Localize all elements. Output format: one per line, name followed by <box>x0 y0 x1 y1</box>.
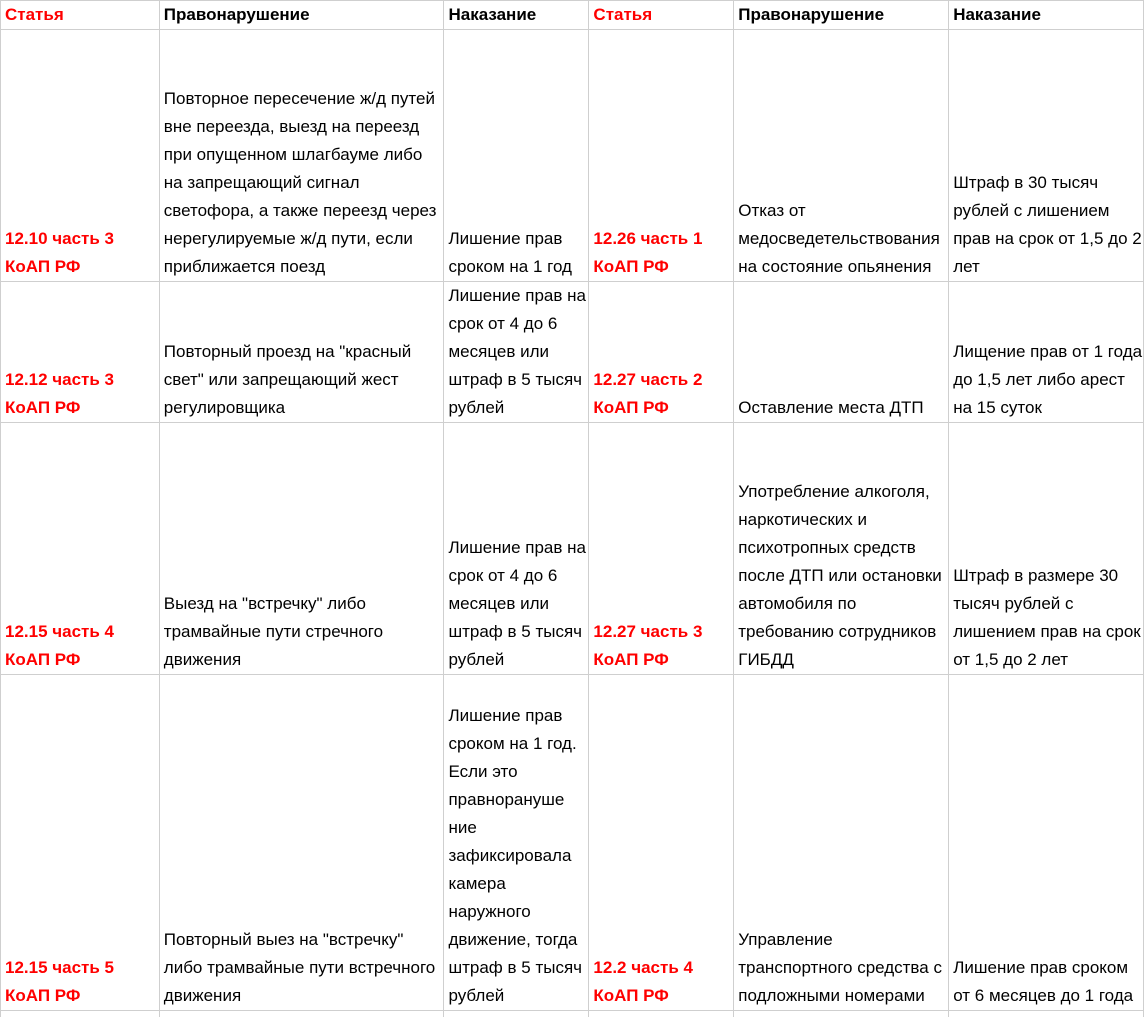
table-row <box>1 675 1144 1011</box>
article-cell: 12.15 часть 5 КоАП РФ <box>1 675 160 1011</box>
article-cell: 12.26 часть 1 КоАП РФ <box>589 30 734 282</box>
penalty-cell: Штраф в размере 30 тысяч рублей с лишением прав на срок от 1,5 до 2 лет <box>949 423 1144 675</box>
article-cell: 12.2 часть 4 КоАП РФ <box>589 675 734 1011</box>
article-cell: 12.12 часть 3 КоАП РФ <box>1 282 160 423</box>
article-cell: 12.15 часть 4 КоАП РФ <box>1 423 160 675</box>
header-offense-right: Правонарушение <box>734 1 949 30</box>
table-row <box>1 282 1144 423</box>
penalty-cell: Лишение прав на срок от 4 до 6 месяцев или штраф в 5 тысяч рублей <box>444 423 589 675</box>
offense-cell: Повторный выез на "встречку" либо трамвайные пути встречного движения <box>159 675 444 1011</box>
penalty-cell: Лишение прав на срок от 4 до 6 месяцев или штраф в 5 тысяч рублей <box>444 282 589 423</box>
penalty-cell: Лищение прав от 1 года до 1,5 лет либо арест на 15 суток <box>949 282 1144 423</box>
header-article-right: Статья <box>589 1 734 30</box>
table-row <box>1 30 1144 282</box>
offense-cell: Употребление алкоголя, наркотических и психотропных средств после ДТП или остановки автомобиля по требованию сотрудников ГИБДД <box>734 423 949 675</box>
header-penalty-right: Наказание <box>949 1 1144 30</box>
penalty-cell: Лишение прав сроком на 1 год. Если это правнорануше ние зафиксировала камера наружного движение, тогда штраф в 5 тысяч рублей <box>444 675 589 1011</box>
offense-cell: Отказ от медосведетельствования на состояние опьянения <box>734 30 949 282</box>
article-cell: 12.10 часть 3 КоАП РФ <box>1 30 160 282</box>
article-cell: 12.27 часть 3 КоАП РФ <box>589 423 734 675</box>
header-article-left: Статья <box>1 1 160 30</box>
header-row <box>1 1 1144 30</box>
article-cell: 12.27 часть 2 КоАП РФ <box>589 282 734 423</box>
offense-cell: Управление транспортного средства с подложными номерами <box>734 675 949 1011</box>
header-penalty-left: Наказание <box>444 1 589 30</box>
penalty-cell: Лишение прав сроком на 1 год <box>444 30 589 282</box>
header-offense-left: Правонарушение <box>159 1 444 30</box>
offense-cell: Оставление места ДТП <box>734 282 949 423</box>
penalty-cell: Лишение прав сроком от 6 месяцев до 1 года <box>949 675 1144 1011</box>
offense-cell: Выезд на "встречку" либо трамвайные пути стречного движения <box>159 423 444 675</box>
offense-cell: Повторное пересечение ж/д путей вне переезда, выезд на переезд при опущенном шлагбауме либо на запрещающий сигнал светофора, а также переезд через нерегулируемые ж/д пути, если приближается поезд <box>159 30 444 282</box>
penalty-cell: Штраф в 30 тысяч рублей с лишением прав на срок от 1,5 до 2 лет <box>949 30 1144 282</box>
offense-cell: Повторный проезд на "красный свет" или запрещающий жест регулировщика <box>159 282 444 423</box>
table-row <box>1 423 1144 675</box>
